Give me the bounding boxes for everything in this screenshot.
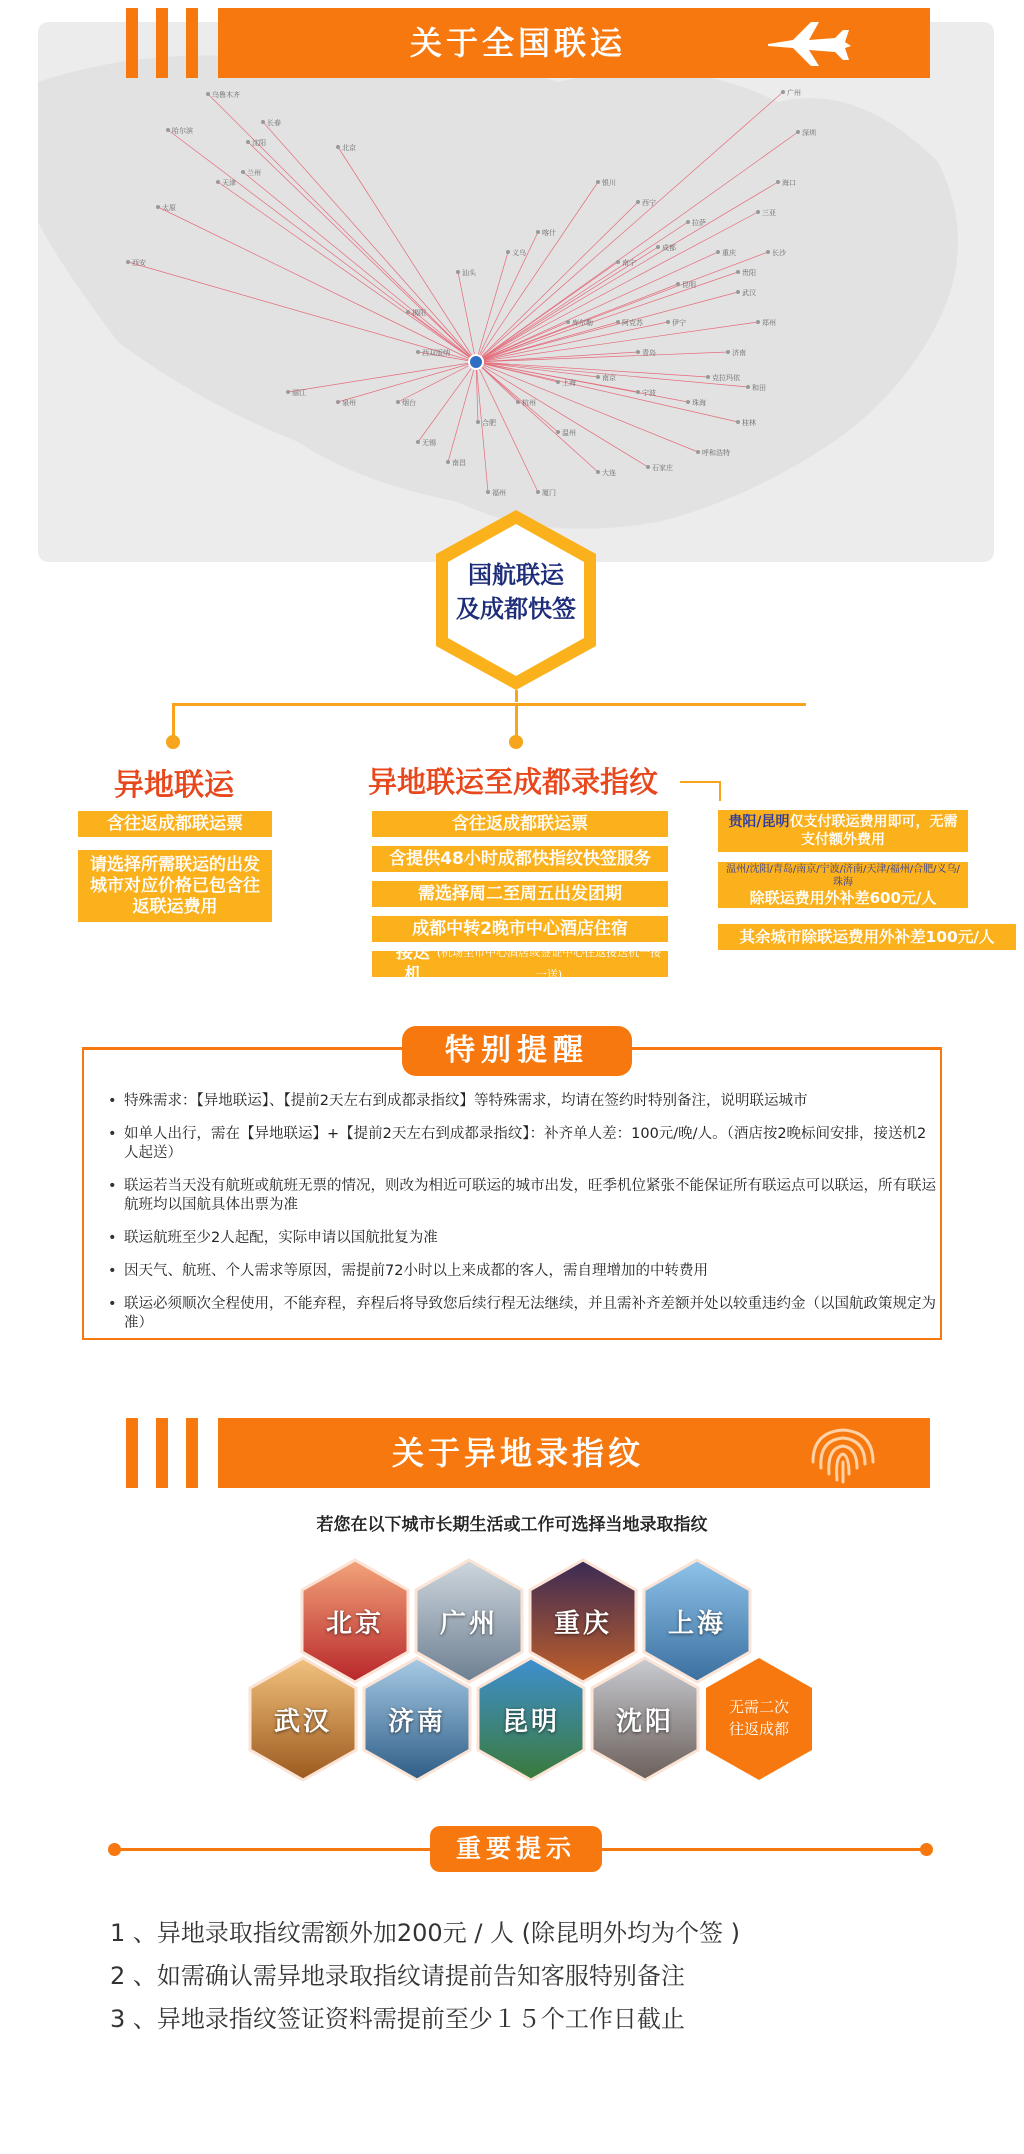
no-return-line1: 无需二次 xyxy=(728,1698,789,1716)
transfer-label: 接送机 xyxy=(396,943,430,985)
banner-stripe xyxy=(126,1418,138,1488)
city-label: 沈阳 xyxy=(615,1706,674,1737)
reminder-item: • 联运航班至少2人起配，实际申请以国航批复为准 xyxy=(108,1229,938,1248)
airplane-icon xyxy=(763,18,858,68)
banner-stripe xyxy=(186,8,198,78)
city-dot xyxy=(456,270,460,274)
right-box-1-cities: 贵阳/昆明 xyxy=(728,814,790,830)
no-return-hex xyxy=(704,1656,814,1782)
city-label: 汕头 xyxy=(462,269,476,277)
banner-stripe xyxy=(126,8,138,78)
city-dot xyxy=(566,320,570,324)
city-label: 长春 xyxy=(267,119,281,127)
city-dot xyxy=(241,170,245,174)
city-label: 克拉玛依 xyxy=(712,374,740,382)
city-label: 喀什 xyxy=(542,229,556,237)
city-dot xyxy=(261,120,265,124)
city-label: 成都 xyxy=(662,244,676,252)
right-box-1-text: 仅支付联运费用即可，无需支付额外费用 xyxy=(789,814,958,848)
transfer-note: (机场至市中心酒店或签证中心往返接送机一接一送) xyxy=(436,946,662,981)
city-dot xyxy=(686,220,690,224)
reminder-item: • 如单人出行，需在【异地联运】+【提前2天左右到成都录指纹】：补齐单人差：100元/晚/人。（酒店按2晚标间安排，接送机2人起送） xyxy=(108,1125,938,1163)
city-label: 烟台 xyxy=(402,399,416,407)
city-dot xyxy=(616,320,620,324)
city-label: 温州 xyxy=(562,429,576,437)
banner-remote-fingerprint xyxy=(108,1418,930,1488)
city-label: 揭阳 xyxy=(412,309,426,317)
city-dot xyxy=(556,380,560,384)
banner-stripe xyxy=(156,8,168,78)
city-label: 天津 xyxy=(222,179,236,187)
city-dot xyxy=(536,230,540,234)
left-box-1: 含往返成都联运票 xyxy=(78,811,272,837)
chengdu-hub-marker xyxy=(469,355,483,369)
city-dot xyxy=(696,450,700,454)
city-label: 无锡 xyxy=(422,439,436,447)
fingerprint-icon xyxy=(803,1422,883,1484)
city-dot xyxy=(746,385,750,389)
city-dot xyxy=(336,400,340,404)
middle-item-5 xyxy=(372,943,668,985)
city-dot xyxy=(396,400,400,404)
city-label: 济南 xyxy=(387,1706,446,1737)
city-dot xyxy=(736,420,740,424)
city-dot xyxy=(556,430,560,434)
right-box-2 xyxy=(718,862,968,908)
important-item: 3 、异地录指纹签证资料需提前至少１５个工作日截止 xyxy=(110,2005,685,2033)
city-label: 呼和浩特 xyxy=(702,449,730,457)
city-dot xyxy=(506,250,510,254)
connector xyxy=(719,781,721,801)
city-label: 杭州 xyxy=(522,399,536,407)
banner-title: 关于异地录指纹 xyxy=(391,1434,644,1472)
city-dot xyxy=(596,180,600,184)
city-dot xyxy=(756,210,760,214)
left-box-2: 请选择所需联运的出发城市对应价格已包含往返联运费用 xyxy=(78,850,272,922)
city-label: 阿克苏 xyxy=(622,319,643,327)
connector xyxy=(515,690,518,702)
city-label: 郑州 xyxy=(762,319,776,327)
city-hex-wuhan xyxy=(248,1656,358,1782)
city-dot xyxy=(616,260,620,264)
city-dot xyxy=(596,470,600,474)
city-dot xyxy=(766,250,770,254)
city-label: 济南 xyxy=(732,349,746,357)
city-label: 拉萨 xyxy=(692,219,706,227)
city-label: 和田 xyxy=(752,384,766,392)
banner-national-connection xyxy=(108,8,930,78)
city-dot xyxy=(516,400,520,404)
right-box-1 xyxy=(718,810,968,852)
city-label: 三亚 xyxy=(762,209,776,217)
city-dot xyxy=(596,375,600,379)
city-dot xyxy=(166,128,170,132)
city-dot xyxy=(126,260,130,264)
line-dot-right xyxy=(920,1843,933,1856)
city-dot xyxy=(446,460,450,464)
city-dot xyxy=(726,350,730,354)
city-label: 昆明 xyxy=(501,1706,560,1737)
city-hex-jinan xyxy=(362,1656,472,1782)
reminder-item: • 联运必须顺次全程使用，不能弃程，弃程后将导致您后续行程无法继续，并且需补齐差额并处以较重违约金（以国航政策规定为准） xyxy=(108,1295,938,1333)
city-label: 深圳 xyxy=(802,129,816,137)
city-label: 合肥 xyxy=(482,419,496,427)
important-item: 2 、如需确认需异地录取指纹请提前告知客服特别备注 xyxy=(110,1962,685,1990)
city-dot xyxy=(246,140,250,144)
city-label: 西安 xyxy=(132,259,146,267)
city-label: 太原 xyxy=(162,204,176,212)
city-dot xyxy=(756,320,760,324)
reminder-item: • 因天气、航班、个人需求等原因，需提前72小时以上来成都的客人，需自理增加的中转费用 xyxy=(108,1262,938,1281)
city-label: 库尔勒 xyxy=(572,319,593,327)
city-label: 西双版纳 xyxy=(422,349,450,357)
middle-item-3: 需选择周二至周五出发团期 xyxy=(372,881,668,907)
city-hex-shenyang xyxy=(590,1656,700,1782)
city-label: 海口 xyxy=(782,179,796,187)
connector-line xyxy=(172,703,806,706)
city-label: 武汉 xyxy=(742,289,756,297)
city-dot xyxy=(636,390,640,394)
city-label: 沈阳 xyxy=(252,139,266,147)
city-dot xyxy=(416,440,420,444)
connector-line xyxy=(680,781,720,783)
right-box-3: 其余城市除联运费用外补差100元/人 xyxy=(718,924,1016,950)
fingerprint-subtitle: 若您在以下城市长期生活或工作可选择当地录取指纹 xyxy=(316,1515,708,1535)
city-label: 银川 xyxy=(602,179,616,187)
city-dot xyxy=(736,290,740,294)
city-label: 桂林 xyxy=(742,419,756,427)
city-label: 重庆 xyxy=(553,1608,612,1639)
city-label: 伊宁 xyxy=(672,319,686,327)
heading-remote-connection: 异地联运 xyxy=(114,768,234,803)
city-dot xyxy=(686,400,690,404)
frame-top-right xyxy=(632,1047,942,1049)
city-dot xyxy=(476,420,480,424)
city-label: 珠海 xyxy=(692,399,706,407)
important-title: 重要提示 xyxy=(430,1826,602,1872)
city-label: 泉州 xyxy=(342,399,356,407)
city-dot xyxy=(336,145,340,149)
special-reminder-title: 特别提醒 xyxy=(402,1026,632,1076)
city-label: 上海 xyxy=(562,379,576,387)
city-dot xyxy=(406,310,410,314)
frame-top-left xyxy=(82,1047,402,1049)
city-label: 南京 xyxy=(602,374,616,382)
city-hex-kunming xyxy=(476,1656,586,1782)
city-label: 宁波 xyxy=(642,389,656,397)
timeline-dot xyxy=(166,735,180,749)
city-dot xyxy=(216,180,220,184)
important-item: 1 、异地录取指纹需额外加200元 / 人 (除昆明外均为个签 ) xyxy=(110,1919,741,1947)
city-label: 兰州 xyxy=(247,169,261,177)
city-label: 重庆 xyxy=(722,249,736,257)
special-reminder-list xyxy=(108,1092,938,1347)
city-dot xyxy=(486,490,490,494)
city-label: 福州 xyxy=(492,489,506,497)
reminder-item: • 特殊需求：【异地联运】、【提前2天左右到成都录指纹】等特殊需求，均请在签约时特别备注，说明联运城市 xyxy=(108,1092,938,1111)
right-box-2-cities: 温州/沈阳/青岛/南京/宁波/济南/天津/福州/合肥/义乌/珠海 xyxy=(726,864,960,888)
city-label: 厦门 xyxy=(542,489,556,497)
city-dot xyxy=(206,92,210,96)
city-label: 乌鲁木齐 xyxy=(212,91,240,99)
banner-stripe xyxy=(156,1418,168,1488)
city-label: 大连 xyxy=(602,469,616,477)
hub-line2: 及成都快签 xyxy=(456,595,576,623)
city-dot xyxy=(706,375,710,379)
city-dot xyxy=(776,180,780,184)
map-svg xyxy=(38,22,994,562)
route-map xyxy=(38,22,994,562)
city-dot xyxy=(676,282,680,286)
city-dot xyxy=(416,350,420,354)
middle-item-2: 含提供48小时成都快指纹快签服务 xyxy=(372,846,668,872)
city-label: 义乌 xyxy=(512,249,526,257)
city-label: 南宁 xyxy=(622,259,636,267)
hub-line1: 国航联运 xyxy=(468,561,564,589)
city-dot xyxy=(636,350,640,354)
city-dot xyxy=(736,270,740,274)
city-label: 长沙 xyxy=(772,249,786,257)
banner-title: 关于全国联运 xyxy=(409,24,626,62)
city-dot xyxy=(666,320,670,324)
banner-stripe xyxy=(186,1418,198,1488)
middle-item-4: 成都中转2晚市中心酒店住宿 xyxy=(372,916,668,942)
city-dot xyxy=(796,130,800,134)
city-label: 广州 xyxy=(439,1608,498,1639)
heading-remote-to-chengdu: 异地联运至成都录指纹 xyxy=(368,765,659,799)
city-label: 贵阳 xyxy=(742,269,756,277)
city-label: 北京 xyxy=(342,144,356,152)
city-label: 上海 xyxy=(667,1608,726,1639)
line-dot-left xyxy=(108,1843,121,1856)
middle-item-1: 含往返成都联运票 xyxy=(372,811,668,837)
city-label: 石家庄 xyxy=(652,464,673,472)
city-label: 青岛 xyxy=(642,349,656,357)
timeline-dot xyxy=(509,735,523,749)
city-dot xyxy=(656,245,660,249)
city-label: 昆明 xyxy=(682,281,696,289)
hub-hexagon xyxy=(432,508,600,692)
city-dot xyxy=(646,465,650,469)
city-label: 丽江 xyxy=(292,389,306,397)
city-dot xyxy=(536,490,540,494)
city-dot xyxy=(286,390,290,394)
city-dot xyxy=(156,205,160,209)
reminder-item: • 联运若当天没有航班或航班无票的情况，则改为相近可联运的城市出发，旺季机位紧张不能保证所有联运点可以联运，所有联运航班均以国航具体出票为准 xyxy=(108,1177,938,1215)
no-return-text xyxy=(704,1696,814,1740)
city-dot xyxy=(781,90,785,94)
hub-text xyxy=(432,558,600,626)
city-label: 南昌 xyxy=(452,459,466,467)
city-label: 西宁 xyxy=(642,199,656,207)
city-label: 武汉 xyxy=(273,1706,332,1737)
city-dot xyxy=(636,200,640,204)
city-dot xyxy=(716,250,720,254)
city-label: 北京 xyxy=(325,1608,384,1639)
right-box-2-text: 除联运费用外补差600元/人 xyxy=(749,889,937,907)
city-label: 哈尔滨 xyxy=(172,127,193,135)
important-list xyxy=(110,1912,740,2041)
no-return-line2: 往返成都 xyxy=(728,1720,789,1738)
city-label: 广州 xyxy=(787,89,801,97)
